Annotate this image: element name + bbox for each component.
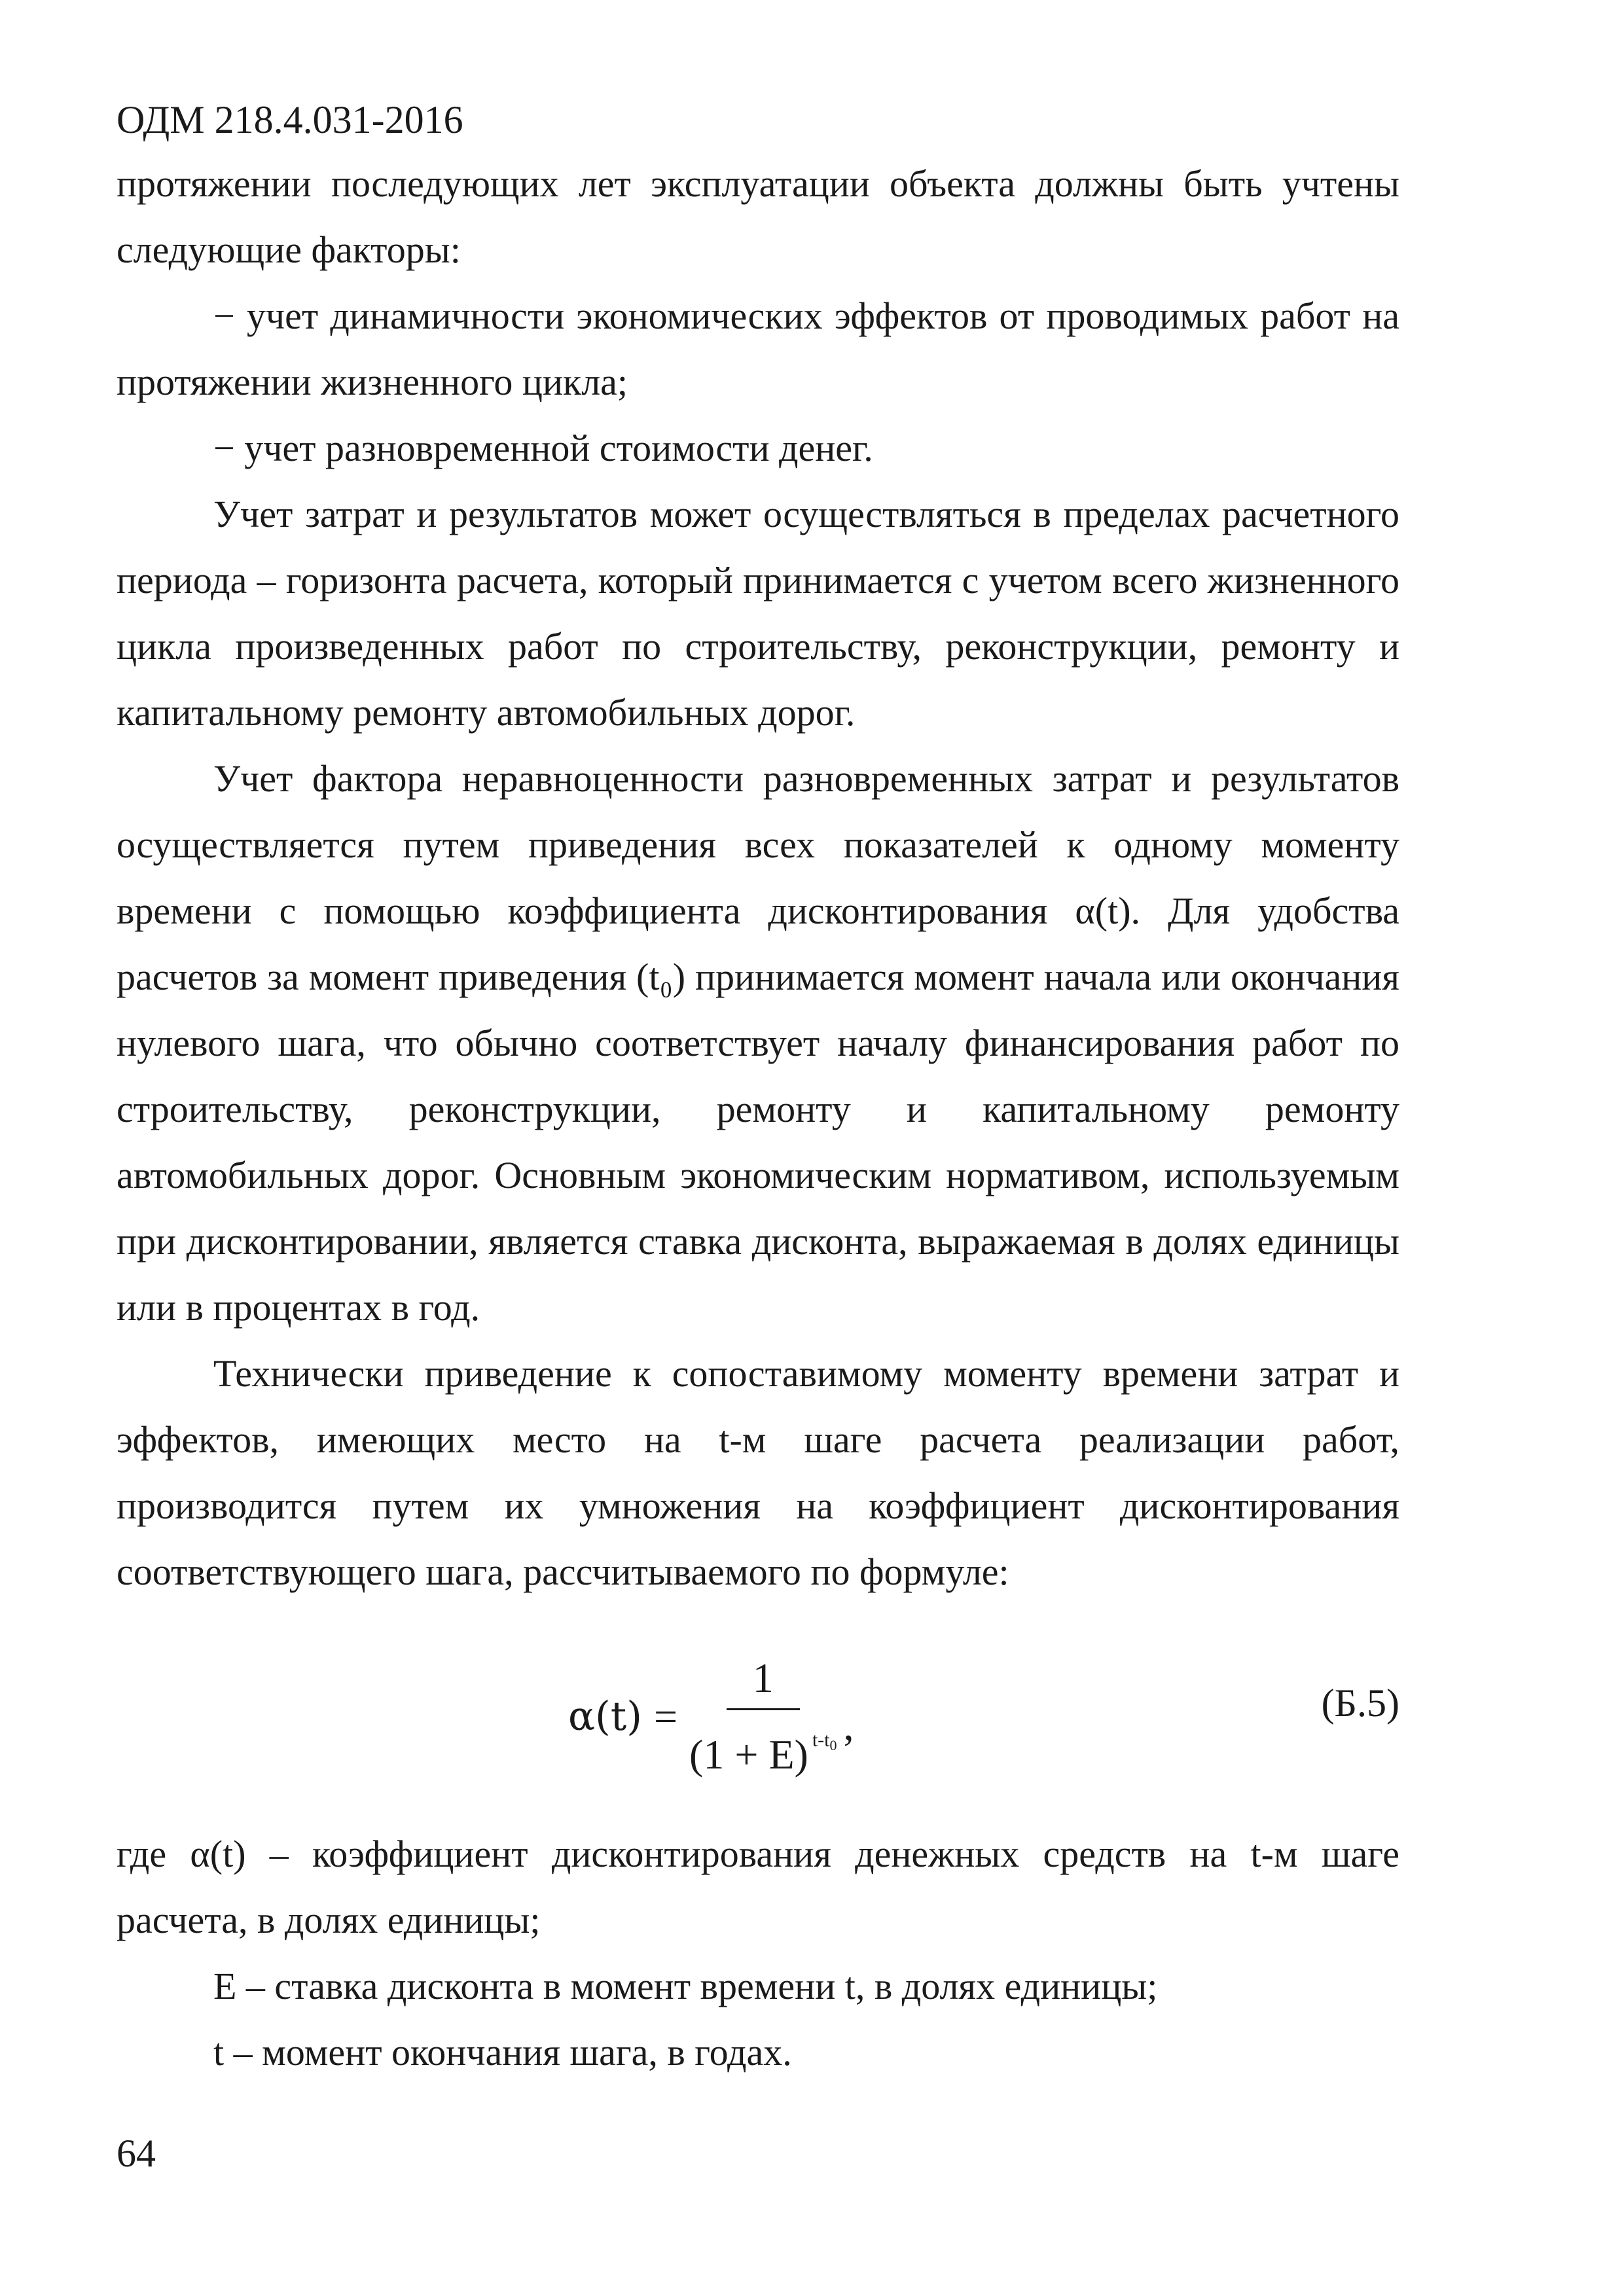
formula-denominator-base: (1 + E) [689,1731,808,1778]
paragraph-where-e: Е – ставка дисконта в момент времени t, в долях единицы; [213,1965,1158,2007]
paragraph-technical-reduction: Технически приведение к сопоставимому моменту времени затрат и эффектов, имеющих место на t-м шаге расчета реализации работ, производится путем их умножения на коэффициент дисконтирования соответствующего шага, рассчитываемого по формуле: [117,1352,1399,1593]
discount-factor-formula [568,1651,854,1782]
formula-block [117,1605,1399,1821]
paragraph-where-alpha: где α(t) – коэффициент дисконтирования денежных средств на t-м шаге расчета, в долях единицы; [117,1833,1399,1941]
formula-exponent: t-t0 [812,1729,837,1753]
formula-lhs: α(t) [568,1693,642,1740]
paragraph-continuation: протяжении последующих лет эксплуатации объекта должны быть учтены следующие факторы: [117,162,1399,271]
document-body [117,151,1399,2085]
page-number: 64 [117,2132,156,2175]
paragraph-where-t: t – момент окончания шага, в годах. [213,2031,792,2073]
formula-comma: , [843,1702,854,1749]
formula-exponent-subscript: 0 [829,1737,837,1753]
formula-fraction [689,1651,837,1782]
list-item-money-value: − учет разновременной стоимости денег. [213,427,873,469]
paragraph-discounting: Учет фактора неравноценности разновременных затрат и результатов осуществляется путем приведения всех показателей к одному моменту времени с помощью коэффициента дисконтирования α(t). Для удобства расчетов за момент приведения (t₀) принимается момент начала или окончания нулевого шага, что обычно соответствует началу финансирования работ по строительству, реконструкции, ремонту и капитальному ремонту автомобильных дорог. Основным экономическим нормативом, используемым при дисконтировании, является ставка дисконта, выражаемая в долях единицы или в процентах в год. [117,757,1399,1329]
document-code-header: ОДМ 218.4.031-2016 [117,98,463,141]
list-item-dynamics: − учет динамичности экономических эффектов от проводимых работ на протяжении жизненного цикла; [117,295,1399,403]
formula-numerator: 1 [727,1651,800,1710]
paragraph-accounting-period: Учет затрат и результатов может осуществляться в пределах расчетного периода – горизонта расчета, который принимается с учетом всего жизненного цикла произведенных работ по строительству, реконструкции, ремонту и капитальному ремонту автомобильных дорог. [117,493,1399,734]
formula-equals: = [653,1693,678,1740]
formula-denominator [689,1710,837,1782]
equation-number: (Б.5) [1321,1681,1399,1725]
